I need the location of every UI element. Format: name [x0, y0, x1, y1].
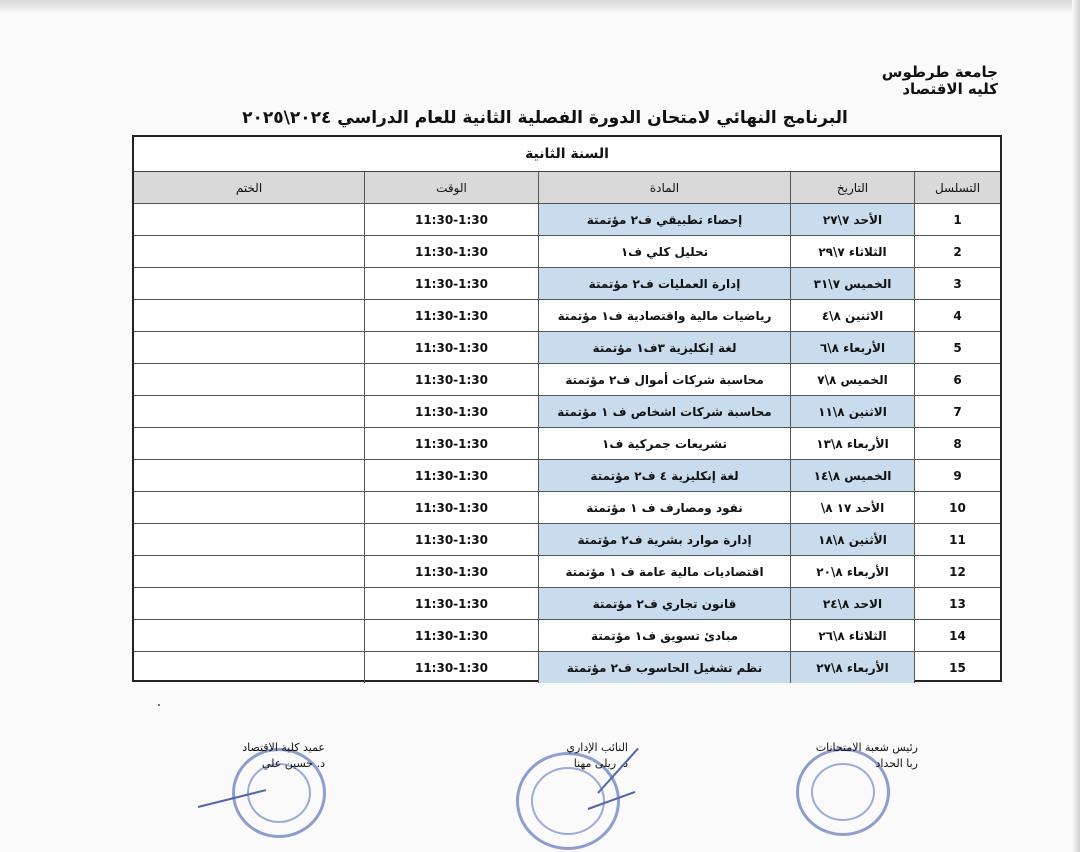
cell-stamp	[134, 364, 364, 395]
faculty-name: كليه الاقتصاد	[902, 80, 998, 98]
cell-seq: 14	[914, 620, 1000, 651]
cell-date: الخميس ٨\٧	[790, 364, 914, 395]
cell-stamp	[134, 556, 364, 587]
cell-subject: تحليل كلي ف١	[538, 236, 790, 267]
cell-stamp	[134, 236, 364, 267]
cell-stamp	[134, 524, 364, 555]
cell-date: الثلاثاء ٨\٢٦	[790, 620, 914, 651]
cell-seq: 7	[914, 396, 1000, 427]
cell-subject: اقتصاديات مالية عامة ف ١ مؤتمتة	[538, 556, 790, 587]
cell-seq: 6	[914, 364, 1000, 395]
cell-subject: إحصاء تطبيقي ف٢ مؤتمتة	[538, 204, 790, 235]
cell-subject: لغة إنكليزية ٤ ف٢ مؤتمتة	[538, 460, 790, 491]
institution-header	[882, 64, 998, 98]
cell-date: الأحد ٧\٢٧	[790, 204, 914, 235]
cell-time: 11:30-1:30	[364, 332, 538, 363]
cell-subject: رياضيات مالية واقتصادية ف١ مؤتمتة	[538, 300, 790, 331]
year-label: السنة الثانية	[134, 137, 1000, 172]
cell-seq: 10	[914, 492, 1000, 523]
cell-stamp	[134, 492, 364, 523]
table-row	[134, 524, 1000, 556]
cell-time: 11:30-1:30	[364, 556, 538, 587]
cell-time: 11:30-1:30	[364, 524, 538, 555]
cell-time: 11:30-1:30	[364, 364, 538, 395]
cell-date: الاثنين ٨\١١	[790, 396, 914, 427]
cell-seq: 8	[914, 428, 1000, 459]
exams-head-title: رئيس شعبة الامتحانات	[815, 741, 918, 754]
table-row	[134, 268, 1000, 300]
cell-seq: 3	[914, 268, 1000, 299]
table-row	[134, 492, 1000, 524]
cell-time: 11:30-1:30	[364, 236, 538, 267]
cell-seq: 13	[914, 588, 1000, 619]
exams-head-name: ربا الحداد	[875, 757, 918, 770]
cell-stamp	[134, 652, 364, 683]
cell-stamp	[134, 300, 364, 331]
table-row	[134, 332, 1000, 364]
cell-date: الأربعاء ٨\٦	[790, 332, 914, 363]
cell-date: الأحد ١٧ ٨\	[790, 492, 914, 523]
column-header-subject: المادة	[538, 172, 790, 203]
table-row	[134, 396, 1000, 428]
table-row	[134, 364, 1000, 396]
cell-time: 11:30-1:30	[364, 652, 538, 683]
cell-subject: قانون تجاري ف٢ مؤتمتة	[538, 588, 790, 619]
table-row	[134, 588, 1000, 620]
cell-time: 11:30-1:30	[364, 300, 538, 331]
cell-seq: 12	[914, 556, 1000, 587]
cell-time: 11:30-1:30	[364, 428, 538, 459]
cell-date: الخميس ٧\٣١	[790, 268, 914, 299]
table-row	[134, 652, 1000, 683]
cell-stamp	[134, 428, 364, 459]
cell-subject: إدارة موارد بشرية ف٢ مؤتمتة	[538, 524, 790, 555]
dean-title: عميد كلية الاقتصاد	[242, 741, 325, 754]
cell-stamp	[134, 204, 364, 235]
cell-stamp	[134, 332, 364, 363]
cell-seq: 5	[914, 332, 1000, 363]
cell-stamp	[134, 460, 364, 491]
cell-date: الخميس ٨\١٤	[790, 460, 914, 491]
cell-subject: محاسبة شركات اشخاص ف ١ مؤتمتة	[538, 396, 790, 427]
deputy-signature-block	[538, 740, 628, 772]
cell-subject: نقود ومصارف ف ١ مؤتمتة	[538, 492, 790, 523]
schedule-grid	[134, 172, 1000, 683]
cell-seq: 1	[914, 204, 1000, 235]
cell-date: الأثنين ٨\١٨	[790, 524, 914, 555]
deputy-name: د. ريلى مهنا	[573, 757, 628, 770]
scan-shadow-right	[1072, 0, 1080, 852]
cell-time: 11:30-1:30	[364, 620, 538, 651]
column-header-seq: التسلسل	[914, 172, 1000, 203]
column-header-date: التاريخ	[790, 172, 914, 203]
cell-subject: مبادئ تسويق ف١ مؤتمتة	[538, 620, 790, 651]
cell-date: الثلاثاء ٧\٢٩	[790, 236, 914, 267]
cell-seq: 15	[914, 652, 1000, 683]
cell-stamp	[134, 588, 364, 619]
scan-shadow-top	[0, 0, 1080, 14]
cell-time: 11:30-1:30	[364, 588, 538, 619]
cell-date: الاثنين ٨\٤	[790, 300, 914, 331]
column-header-time: الوقت	[364, 172, 538, 203]
table-row	[134, 460, 1000, 492]
cell-stamp	[134, 620, 364, 651]
cell-subject: محاسبة شركات أموال ف٢ مؤتمتة	[538, 364, 790, 395]
cell-seq: 2	[914, 236, 1000, 267]
university-name: جامعة طرطوس	[881, 63, 998, 81]
cell-seq: 11	[914, 524, 1000, 555]
cell-time: 11:30-1:30	[364, 268, 538, 299]
cell-date: الأربعاء ٨\٢٧	[790, 652, 914, 683]
column-header-stamp: الختم	[235, 180, 263, 195]
cell-date: الأربعاء ٨\٢٠	[790, 556, 914, 587]
table-row	[134, 556, 1000, 588]
page-title: البرنامج النهائي لامتحان الدورة الفصلية الثانية للعام الدراسي ٢٠٢٤\٢٠٢٥	[242, 108, 848, 128]
scan-speck	[158, 704, 160, 706]
exams-head-signature-block	[800, 740, 918, 772]
exam-schedule-table	[132, 135, 1002, 682]
cell-seq: 9	[914, 460, 1000, 491]
table-row	[134, 204, 1000, 236]
cell-seq: 4	[914, 300, 1000, 331]
cell-time: 11:30-1:30	[364, 460, 538, 491]
deputy-title: النائب الإداري	[566, 741, 628, 754]
cell-subject: نظم تشغيل الحاسوب ف٢ مؤتمتة	[538, 652, 790, 683]
cell-time: 11:30-1:30	[364, 492, 538, 523]
table-row	[134, 428, 1000, 460]
cell-subject: لغة إنكليزية ٣ف١ مؤتمتة	[538, 332, 790, 363]
cell-stamp	[134, 268, 364, 299]
cell-subject: تشريعات جمركية ف١	[538, 428, 790, 459]
cell-time: 11:30-1:30	[364, 396, 538, 427]
dean-name: د. حسين علي	[261, 757, 325, 770]
cell-time: 11:30-1:30	[364, 204, 538, 235]
cell-date: الاحد ٨\٢٤	[790, 588, 914, 619]
dean-signature-block	[215, 740, 325, 772]
table-header-row	[134, 172, 1000, 204]
table-row	[134, 300, 1000, 332]
cell-stamp	[134, 396, 364, 427]
table-row	[134, 620, 1000, 652]
cell-subject: إدارة العمليات ف٢ مؤتمتة	[538, 268, 790, 299]
table-row	[134, 236, 1000, 268]
cell-date: الأربعاء ٨\١٣	[790, 428, 914, 459]
